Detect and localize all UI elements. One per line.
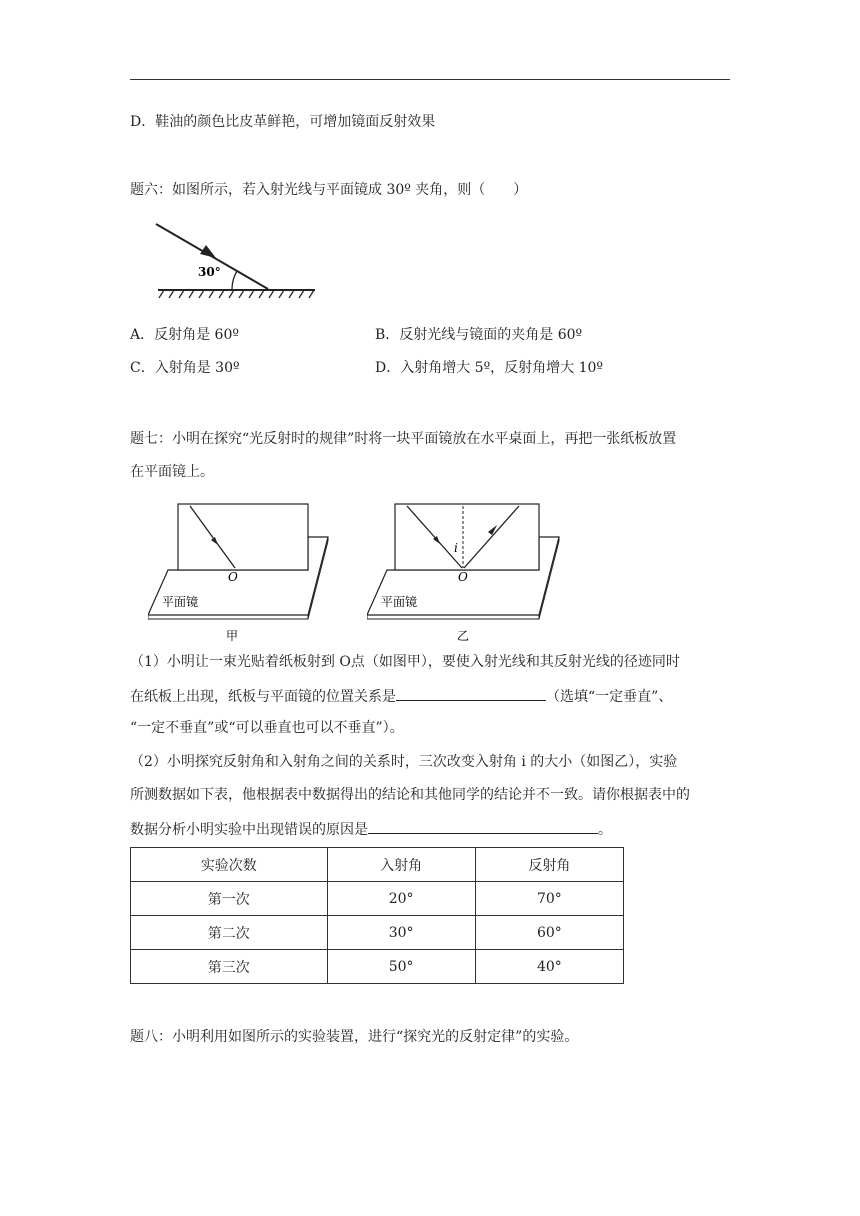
mirror-label: 平面镜 <box>381 595 418 609</box>
q7-part1-line2: 在纸板上出现，纸板与平面镜的位置关系是 （选填“一定垂直”、 <box>130 685 672 707</box>
table-cell: 70° <box>475 882 623 916</box>
table-row <box>131 950 624 984</box>
table-header-cell: 入射角 <box>327 848 475 882</box>
table-row <box>131 916 624 950</box>
angle-label: 30° <box>198 265 221 279</box>
figure-jia <box>148 500 338 645</box>
figure-caption: 甲 <box>226 629 239 643</box>
angle-label: i <box>454 541 458 555</box>
table-cell: 第一次 <box>131 882 328 916</box>
q7-stem-line1: 题七：小明在探究“光反射时的规律”时将一块平面镜放在水平桌面上，再把一张纸板放置 <box>130 431 677 447</box>
answer-blank-1[interactable] <box>396 685 546 701</box>
q7-stem-line2: 在平面镜上。 <box>130 464 214 480</box>
data-table <box>130 847 624 984</box>
q6-option-d: D．入射角增大 5º，反射角增大 10º <box>375 360 604 376</box>
option-d-previous: D．鞋油的颜色比皮革鲜艳，可增加镜面反射效果 <box>130 114 436 130</box>
table-header-cell: 反射角 <box>475 848 623 882</box>
q6-option-c: C．入射角是 30º <box>130 360 240 376</box>
table-cell: 60° <box>475 916 623 950</box>
table-header-cell: 实验次数 <box>131 848 328 882</box>
q7-part1-line3: “一定不垂直”或“可以垂直也可以不垂直”）。 <box>130 720 404 736</box>
q7-part2-line2: 所测数据如下表，他根据表中数据得出的结论和其他同学的结论并不一致。请你根据表中的 <box>130 787 690 803</box>
mirror-hatching <box>159 290 314 298</box>
table-cell: 第二次 <box>131 916 328 950</box>
figure-caption: 乙 <box>457 629 470 643</box>
figure-yi <box>367 500 567 645</box>
q8-stem: 题八：小明利用如图所示的实验装置，进行“探究光的反射定律”的实验。 <box>130 1029 579 1045</box>
table-cell: 40° <box>475 950 623 984</box>
q6-stem: 题六：如图所示，若入射光线与平面镜成 30º 夹角，则（ ） <box>130 182 528 198</box>
q6-option-a: A．反射角是 60º <box>130 327 239 343</box>
table-cell: 30° <box>327 916 475 950</box>
q6-figure <box>150 218 320 300</box>
q7-part2-line3: 数据分析小明实验中出现错误的原因是 。 <box>130 818 612 840</box>
header-rule <box>130 79 730 80</box>
point-label: O <box>458 570 468 584</box>
angle-arc <box>232 271 237 289</box>
paper-board <box>178 504 308 570</box>
answer-blank-2[interactable] <box>368 818 598 834</box>
paper-board <box>395 504 539 570</box>
table-row <box>131 882 624 916</box>
table-cell: 第三次 <box>131 950 328 984</box>
ray-arrowhead <box>200 245 216 258</box>
q6-option-b: B．反射光线与镜面的夹角是 60º <box>375 327 583 343</box>
table-cell: 20° <box>327 882 475 916</box>
point-label: O <box>228 570 238 584</box>
table-header-row <box>131 848 624 882</box>
q7-part2-line1: （2）小明探究反射角和入射角之间的关系时，三次改变入射角 i 的大小（如图乙），实验 <box>130 754 678 770</box>
mirror-label: 平面镜 <box>162 595 199 609</box>
table-cell: 50° <box>327 950 475 984</box>
q7-part1-line1: （1）小明让一束光贴着纸板射到 O点（如图甲），要使入射光线和其反射光线的径迹同时 <box>130 654 680 670</box>
